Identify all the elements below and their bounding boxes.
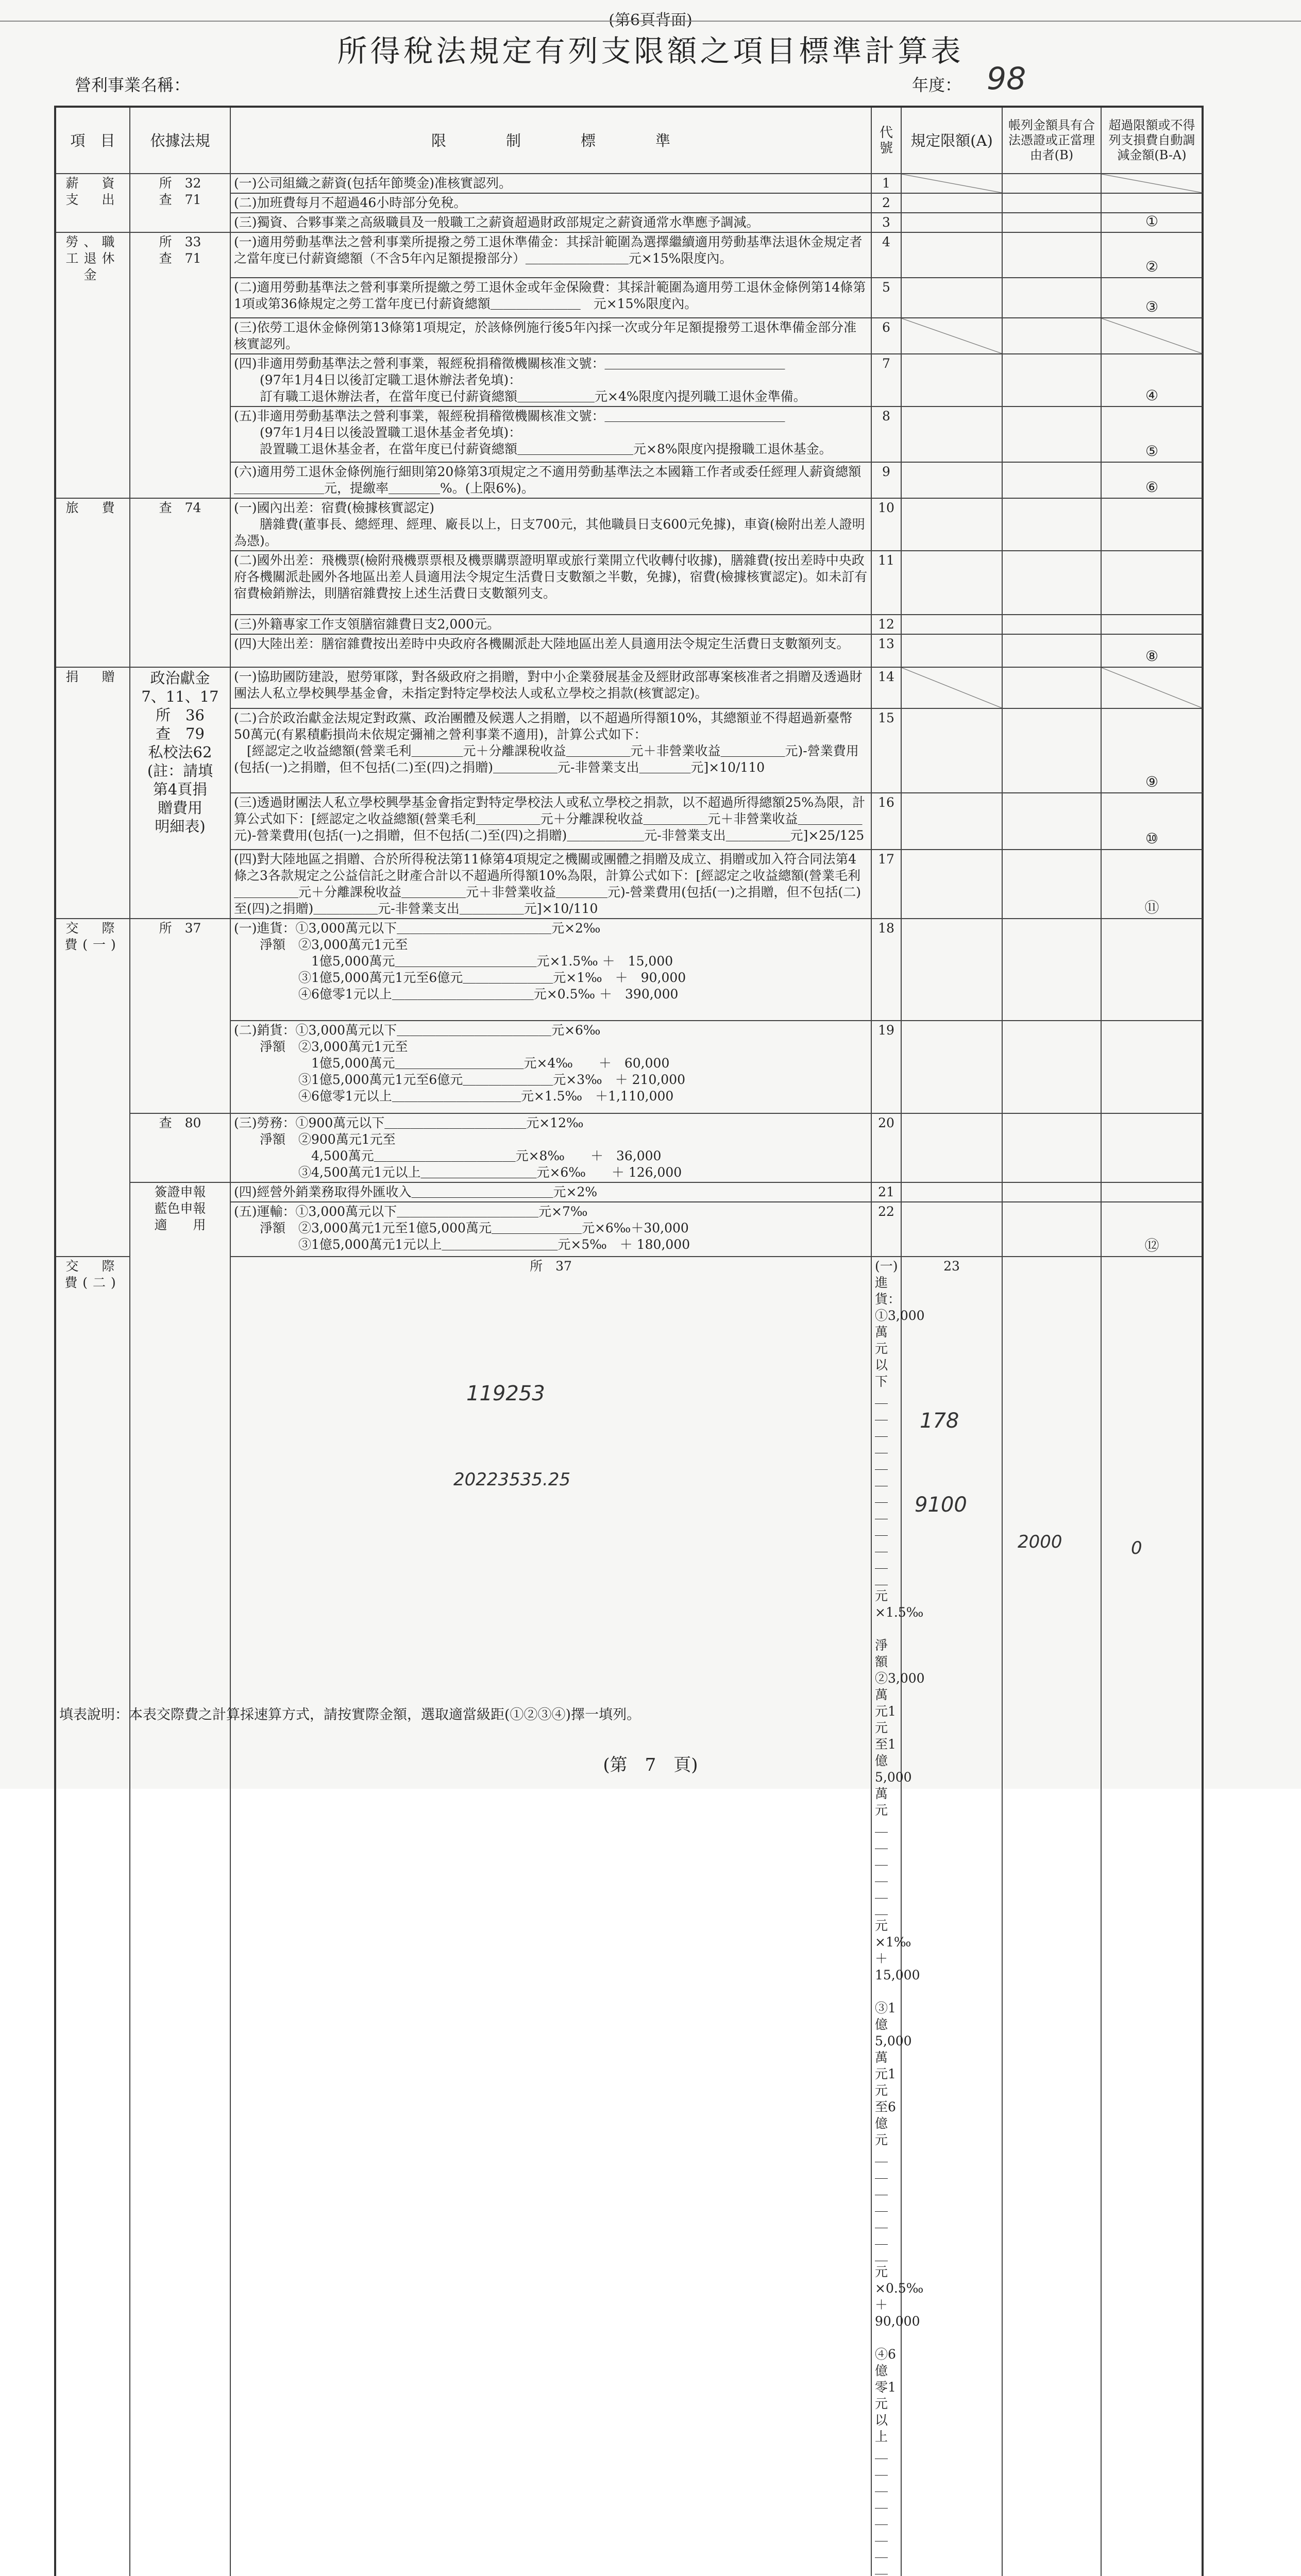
limit-a-cell[interactable] [901,634,1002,667]
excess-cell[interactable] [1101,174,1203,193]
handwritten-book-b: 2000 [1018,1532,1062,1552]
book-b-cell[interactable] [1002,1113,1101,1182]
row-code: 19 [871,1021,901,1113]
excess-cell[interactable] [1101,919,1203,1021]
row-code: 4 [871,232,901,278]
book-b-cell[interactable] [1002,708,1101,793]
handwritten-excess: 0 [1131,1538,1142,1558]
row-code: 9 [871,462,901,498]
excess-cell[interactable] [1101,850,1203,919]
excess-cell[interactable] [1101,462,1203,498]
limit-standard-text: (一)公司組織之薪資(包括年節獎金)准核實認列。 [230,174,871,193]
row-code: 11 [871,551,901,615]
handwritten-limit-a-row23: 178 [920,1409,959,1433]
limit-standard-text: (二)加班費每月不超過46小時部分免稅。 [230,193,871,213]
row-code: 2 [871,193,901,213]
row-code: 20 [871,1113,901,1182]
limit-a-cell[interactable] [901,551,1002,615]
footer-note: 填表說明：本表交際費之計算採速算方式，請按實際金額，選取適當級距(①②③④)擇一填列。 [59,1707,641,1723]
excess-cell[interactable] [1101,1113,1203,1182]
handwritten-amount-row23: 119253 [466,1382,545,1405]
table-row [55,232,1203,278]
limit-a-cell[interactable] [901,919,1002,1021]
limit-a-cell[interactable] [901,1113,1002,1182]
law-reference: 查 80 [130,1113,230,1182]
limit-standard-text: (一)適用勞動基準法之營利事業所提撥之勞工退休準備金：其採計範圍為選擇繼續適用勞動基準法退休金規定者之當年度已付薪資總額（不含5年內足額提撥部分）＿＿＿＿＿＿＿＿元×15%限度內。 [230,232,871,278]
page-number: (第 7 頁) [603,1755,698,1775]
table-row [55,1182,1203,1202]
excess-marker: ⑥ [1145,479,1159,496]
limit-standard-text: (一)進貨：①3,000萬元以下＿＿＿＿＿＿＿＿＿＿＿＿元×2‰ 淨額 ②3,000萬元1元至 1億5,000萬元＿＿＿＿＿＿＿＿＿＿＿元×1.5‰ ＋ 15,000 ③1億5,000萬元1元至6億元＿＿＿＿＿＿＿元×1‰ ＋ 90,000 ④6億零1元以上＿＿＿＿＿＿＿＿＿＿＿元×0.5‰ ＋ 390,000 [230,919,871,1021]
law-reference: 所 37 [130,919,230,1113]
row-code: 6 [871,318,901,354]
table-row [55,174,1203,193]
table-row [55,919,1203,1021]
limit-standard-text: (三)外籍專家工作支領膳宿雜費日支2,000元。 [230,615,871,634]
limit-standard-text: (一)國內出差：宿費(檢據核實認定) 膳雜費(董事長、總經理、經理、廠長以上，日支700元，其他職員日支600元免據)，車資(檢附出差人證明為憑)。 [230,498,871,551]
row-code: 23 [901,1257,1002,2576]
excess-cell[interactable] [1101,551,1203,615]
book-b-cell[interactable] [1002,634,1101,667]
table-row [55,1113,1203,1182]
limit-a-cell[interactable] [901,667,1002,708]
excess-marker: ④ [1145,387,1159,404]
row-code: 13 [871,634,901,667]
item-category: 交 際 費(一) [55,919,130,1257]
limit-standard-text: (三)依勞工退休金條例第13條第1項規定，於該條例施行後5年內採一次或分年足額提撥勞工退休準備金部分准核實認列。 [230,318,871,354]
limit-a-cell[interactable] [901,498,1002,551]
excess-cell[interactable] [1101,318,1203,354]
law-reference: 簽證申報 藍色申報 適 用 [130,1182,230,2576]
limit-a-cell[interactable] [901,278,1002,318]
item-category: 交 際 費(二) [55,1257,130,2576]
row-code: 12 [871,615,901,634]
book-b-cell[interactable] [1002,278,1101,318]
excess-marker: ⑫ [1144,1237,1159,1254]
col-law: 依據法規 [130,107,230,174]
excess-cell[interactable] [1101,708,1203,793]
row-code: 15 [871,708,901,793]
table-row [55,498,1203,551]
col-standard: 限 制 標 準 [230,107,871,174]
limit-standard-text: (四)對大陸地區之捐贈、合於所得稅法第11條第4項規定之機關或團體之捐贈及成立、捐贈或加入符合同法第4條之3各款規定之公益信託之財產合計以不超過所得額10%為限，計算公式如下：[經認定之收益總額(營業毛利＿＿＿＿＿元＋分離課稅收益＿＿＿＿＿元＋非營業收益＿＿＿＿元)-營業費用(包括(一)之捐贈，但不包括(二)至(四)之捐贈)＿＿＿＿＿元-非營業支出＿＿＿＿＿元]×10/110 [230,850,871,919]
limit-a-cell[interactable] [1002,1257,1101,2576]
limit-standard-text: (二)適用勞動基準法之營利事業所提繳之勞工退休金或年金保險費：其採計範圍為適用勞工退休金條例第14條第1項或第36條規定之勞工當年度已付薪資總額＿＿＿＿＿＿＿ 元×15%限度內。 [230,278,871,318]
limit-standard-text: (二)國外出差：飛機票(檢附飛機票票根及機票購票證明單或旅行業開立代收轉付收據)，膳雜費(按出差時中央政府各機關派赴國外各地區出差人員適用法令規定生活費日支數額之半數，免據)，宿費(檢據核實認定)。如未訂有宿費檢銷辦法，則膳宿雜費按上述生活費日支數額列支。 [230,551,871,615]
book-b-cell[interactable] [1002,193,1101,213]
law-reference: 查 74 [130,498,230,667]
limit-a-cell[interactable] [901,708,1002,793]
book-b-cell[interactable] [1002,615,1101,634]
excess-cell[interactable] [1101,354,1203,406]
excess-cell[interactable] [1101,615,1203,634]
excess-cell[interactable] [1101,667,1203,708]
excess-cell[interactable] [1101,1202,1203,1257]
item-category: 薪 資 支 出 [55,174,130,232]
limit-standard-text: (四)非適用勞動基準法之營利事業，報經稅捐稽徵機關核准文號：＿＿＿＿＿＿＿＿＿＿＿＿＿＿ (97年1月4日以後訂定職工退休辦法者免填)： 訂有職工退休辦法者，在當年度已付薪資總額＿＿＿＿＿＿元×4%限度內提列職工退休金準備。 [230,354,871,406]
book-b-cell[interactable] [1002,318,1101,354]
law-reference: 所 33 查 71 [130,232,230,498]
excess-marker: ⑤ [1145,443,1159,460]
limit-a-cell[interactable] [901,462,1002,498]
book-b-cell[interactable] [1002,232,1101,278]
page-title: 所得稅法規定有列支限額之項目標準計算表 [337,33,964,69]
limit-a-cell[interactable] [901,213,1002,232]
item-category: 勞、職 工退休 金 [55,232,130,498]
row-code: 8 [871,406,901,462]
col-code: 代號 [871,107,901,174]
book-b-cell[interactable] [1002,1021,1101,1113]
excess-marker: ⑪ [1144,899,1159,916]
book-b-cell[interactable] [1002,919,1101,1021]
limit-a-cell[interactable] [901,850,1002,919]
book-b-cell[interactable] [1002,498,1101,551]
excess-marker: ⑧ [1145,648,1159,665]
book-b-cell[interactable] [1002,667,1101,708]
limit-standard-text: (四)經營外銷業務取得外匯收入＿＿＿＿＿＿＿＿＿＿＿元×2% [230,1182,871,1202]
book-b-cell[interactable] [1002,850,1101,919]
row-code: 1 [871,174,901,193]
excess-cell[interactable] [1101,793,1203,850]
row-code: 18 [871,919,901,1021]
limit-a-cell[interactable] [901,793,1002,850]
table-row [55,667,1203,708]
excess-marker: ⑩ [1145,830,1159,847]
law-reference: 政治獻金 7、11、17 所 36 查 79 私校法62 (註：請填 第4頁捐 贈費用 明細表) [130,667,230,919]
limit-standard-text: (三)勞務：①900萬元以下＿＿＿＿＿＿＿＿＿＿＿元×12‰ 淨額 ②900萬元1元至 4,500萬元＿＿＿＿＿＿＿＿＿＿＿元×8‰ ＋ 36,000 ③4,500萬元1元以上＿＿＿＿＿＿＿＿＿元×6‰ ＋ 126,000 [230,1113,871,1182]
excess-cell[interactable] [1101,278,1203,318]
limit-standard-text: (五)非適用勞動基準法之營利事業，報經稅捐稽徵機關核准文號：＿＿＿＿＿＿＿＿＿＿＿＿＿＿ (97年1月4日以後設置職工退休基金者免填)： 設置職工退休基金者，在當年度已付薪資總額＿＿＿＿＿＿＿＿＿元×8%限度內提撥職工退休基金。 [230,406,871,462]
limit-a-cell[interactable] [901,406,1002,462]
limit-standard-text: (三)獨資、合夥事業之高級職員及一般職工之薪資超過財政部規定之薪資通常水準應予調減。 [230,213,871,232]
book-b-cell[interactable] [1002,174,1101,193]
excess-cell[interactable] [1101,406,1203,462]
col-limit-a: 規定限額(A) [901,107,1002,174]
limit-a-cell[interactable] [901,174,1002,193]
limit-a-cell[interactable] [901,318,1002,354]
book-b-cell[interactable] [1002,406,1101,462]
row-code: 14 [871,667,901,708]
year-label: 年度： [912,75,962,95]
limit-a-cell[interactable] [901,232,1002,278]
limit-a-cell[interactable] [901,354,1002,406]
handwritten-limit-a-row24: 9100 [915,1493,967,1517]
row-code: 5 [871,278,901,318]
excess-cell[interactable] [1101,193,1203,213]
excess-marker: ⑨ [1145,773,1159,790]
book-b-cell[interactable] [1101,1257,1203,2576]
excess-cell[interactable] [1101,498,1203,551]
limit-standard-text: (四)大陸出差：膳宿雜費按出差時中央政府各機關派赴大陸地區出差人員適用法令規定生活費日支數額列支。 [230,634,871,667]
row-code: 21 [871,1182,901,1202]
limit-calculation-table [54,106,1204,2576]
year-value: 98 [987,61,1026,97]
excess-marker: ① [1145,213,1159,230]
handwritten-amount-row24: 20223535.25 [453,1469,571,1490]
book-b-cell[interactable] [1002,462,1101,498]
row-code: 22 [871,1202,901,1257]
law-reference: 所 37 [230,1257,871,2576]
col-book-b: 帳列金額具有合法憑證或正當理由者(B) [1002,107,1101,174]
row-code: 17 [871,850,901,919]
book-b-cell[interactable] [1002,551,1101,615]
excess-cell[interactable] [1101,1182,1203,1202]
book-b-cell[interactable] [1002,354,1101,406]
row-code: 3 [871,213,901,232]
limit-standard-text: (五)運輸：①3,000萬元以下＿＿＿＿＿＿＿＿＿＿＿元×7‰ 淨額 ②3,000萬元1元至1億5,000萬元＿＿＿＿＿＿＿元×6‰＋30,000 ③1億5,000萬元1元以上＿＿＿＿＿＿＿＿＿元×5‰ ＋ 180,000 [230,1202,871,1257]
book-b-cell[interactable] [1002,793,1101,850]
company-name-label: 營利事業名稱： [75,75,191,95]
excess-cell[interactable] [1101,1021,1203,1113]
book-b-cell[interactable] [1002,1182,1101,1202]
book-b-cell[interactable] [1002,213,1101,232]
item-category: 旅 費 [55,498,130,667]
limit-standard-text: (六)適用勞工退休金條例施行細則第20條第3項規定之不適用勞動基準法之本國籍工作者或委任經理人薪資總額＿＿＿＿＿＿＿元，提繳率＿＿＿＿%。(上限6%)。 [230,462,871,498]
limit-standard-text: (一)進貨：①3,000萬元以下＿＿＿＿＿＿＿＿＿＿＿＿元×1.5‰ 淨額 ②3,000萬元1元至1億5,000萬元＿＿＿＿＿＿元×1‰ ＋15,000 ③1億5,000萬元1元至6億元＿＿＿＿＿＿＿元×0.5‰ ＋ 90,000 ④6億零1元以上＿＿＿＿＿＿＿＿ [871,1257,901,2576]
excess-cell[interactable] [1101,634,1203,667]
excess-marker: ③ [1145,298,1159,315]
limit-a-cell[interactable] [901,1202,1002,1257]
col-item: 項 目 [55,107,130,174]
top-note: (第6頁背面) [609,11,692,29]
law-reference: 所 32 查 71 [130,174,230,232]
excess-marker: ② [1145,258,1159,275]
item-category: 捐 贈 [55,667,130,919]
limit-standard-text: (三)透過財團法人私立學校興學基金會指定對特定學校法人或私立學校之捐款，以不超過所得總額25%為限，計算公式如下：[經認定之收益總額(營業毛利＿＿＿＿＿元＋分離課稅收益＿＿＿＿＿元＋非營業收益＿＿＿＿＿元)-營業費用(包括(一)之捐贈，但不包括(二)至(四)之捐贈)＿＿＿＿＿＿元-非營業支出＿＿＿＿＿元]×25/125 [230,793,871,850]
limit-standard-text: (二)合於政治獻金法規定對政黨、政治團體及候選人之捐贈，以不超過所得額10%，其總額並不得超過新臺幣50萬元(有累積虧損尚未依規定彌補之營利事業不適用)，計算公式如下： [經認定之收益總額(營業毛利＿＿＿＿元＋分離課稅收益＿＿＿＿＿元＋非營業收益＿＿＿＿＿元)-營業費用(包括(一)之捐贈，但不包括(二)至(四)之捐贈)＿＿＿＿＿元-非營業支出＿＿＿＿元]×10/110 [230,708,871,793]
row-code: 16 [871,793,901,850]
limit-standard-text: (二)銷貨：①3,000萬元以下＿＿＿＿＿＿＿＿＿＿＿＿元×6‰ 淨額 ②3,000萬元1元至 1億5,000萬元＿＿＿＿＿＿＿＿＿＿元×4‰ ＋ 60,000 ③1億5,000萬元1元至6億元＿＿＿＿＿＿＿元×3‰ ＋ 210,000 ④6億零1元以上＿＿＿＿＿＿＿＿＿＿元×1.5‰ ＋1,110,000 [230,1021,871,1113]
limit-standard-text: (一)協助國防建設，慰勞軍隊，對各級政府之捐贈，對中小企業發展基金及經財政部專案核准者之捐贈及透過財團法人私立學校興學基金會，未指定對特定學校法人或私立學校之捐款(核實認定)。 [230,667,871,708]
limit-a-cell[interactable] [901,1182,1002,1202]
limit-a-cell[interactable] [901,193,1002,213]
row-code: 10 [871,498,901,551]
book-b-cell[interactable] [1002,1202,1101,1257]
top-divider [0,21,1301,22]
excess-cell[interactable] [1101,213,1203,232]
limit-a-cell[interactable] [901,1021,1002,1113]
excess-cell[interactable] [1101,232,1203,278]
col-excess: 超過限額或不得列支損費自動調減金額(B-A) [1101,107,1203,174]
row-code: 7 [871,354,901,406]
limit-a-cell[interactable] [901,615,1002,634]
